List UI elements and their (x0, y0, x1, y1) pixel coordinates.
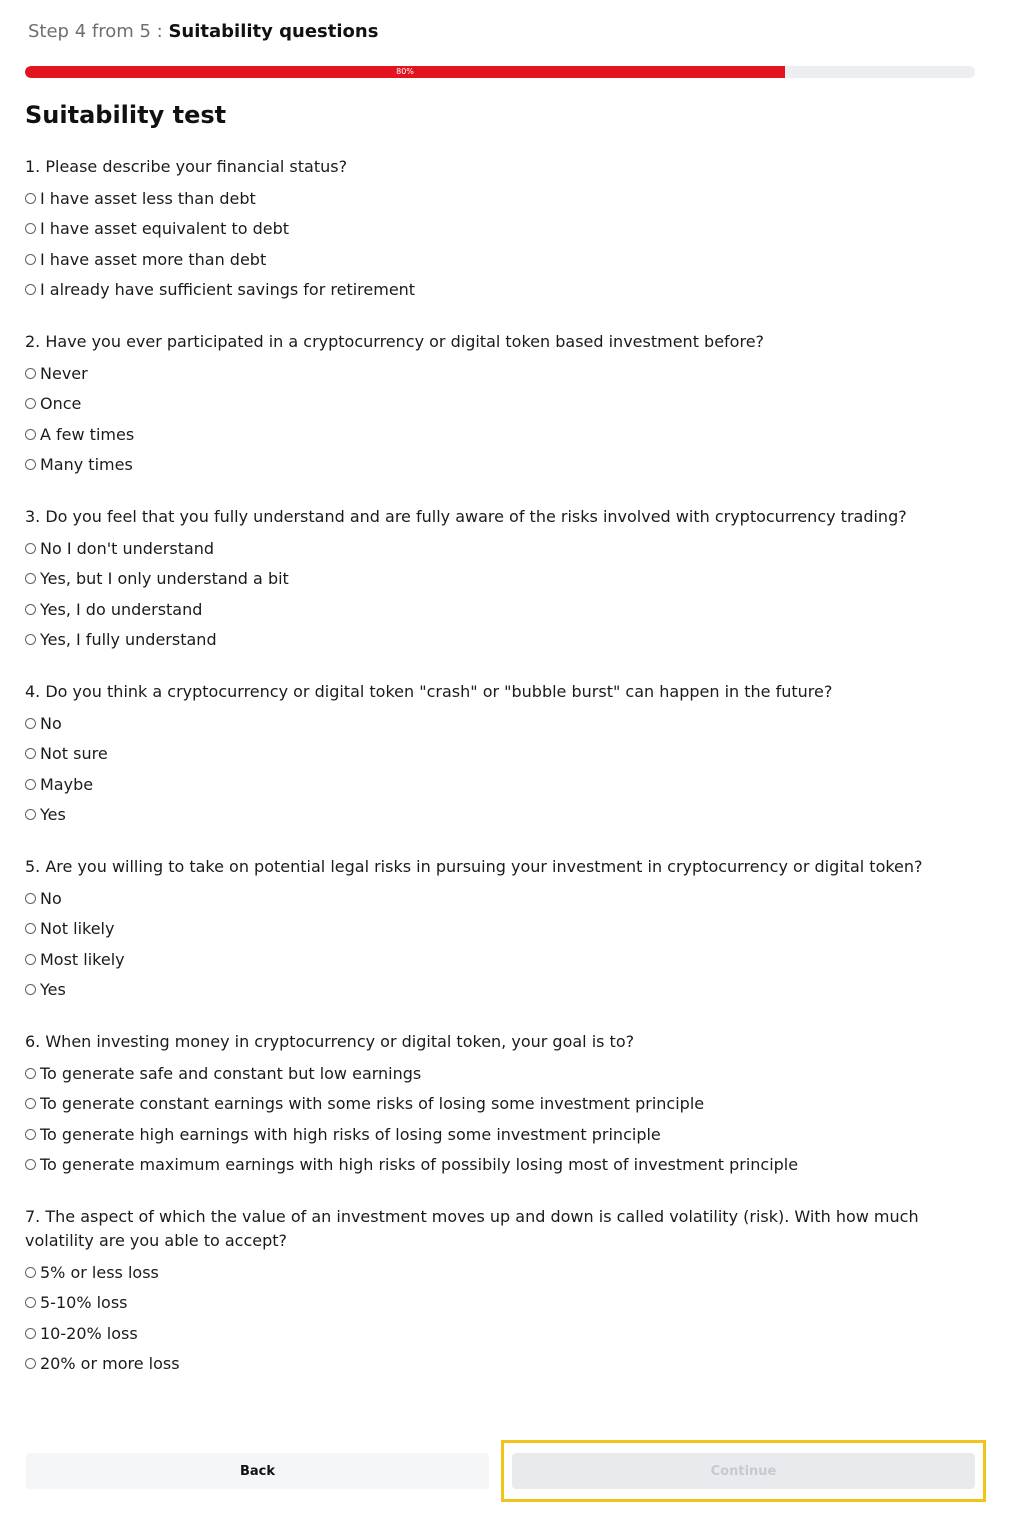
answer-option[interactable] (25, 1288, 955, 1319)
radio-button[interactable] (25, 718, 36, 729)
answer-option-label: I have asset equivalent to debt (40, 219, 290, 239)
answer-option[interactable] (25, 450, 955, 481)
question-6 (25, 1030, 955, 1180)
answer-option[interactable] (25, 625, 955, 656)
answer-option[interactable] (25, 1150, 955, 1181)
answer-option-label: I have asset more than debt (40, 249, 267, 269)
radio-button[interactable] (25, 223, 36, 234)
radio-button[interactable] (25, 984, 36, 995)
answer-option[interactable] (25, 1318, 955, 1349)
answer-option[interactable] (25, 419, 955, 450)
question-text: 2. Have you ever participated in a cryptocurrency or digital token based investment before? (25, 332, 765, 351)
answer-option-label: To generate constant earnings with some risks of losing some investment principle (40, 1094, 705, 1114)
answer-option[interactable] (25, 883, 955, 914)
answer-option[interactable] (25, 914, 955, 945)
radio-button[interactable] (25, 398, 36, 409)
answer-option[interactable] (25, 975, 955, 1006)
answer-option[interactable] (25, 244, 955, 275)
answer-option-label: A few times (40, 424, 135, 444)
answer-option-label: Yes, I fully understand (40, 630, 217, 650)
answer-option[interactable] (25, 1257, 955, 1288)
answer-option[interactable] (25, 214, 955, 245)
step-title: Suitability questions (168, 21, 379, 42)
continue-button[interactable]: Continue (512, 1453, 975, 1489)
answer-option[interactable] (25, 1089, 955, 1120)
answer-option[interactable] (25, 389, 955, 420)
progress-bar-fill (25, 66, 785, 78)
radio-button[interactable] (25, 193, 36, 204)
question-list (25, 155, 955, 1404)
answer-option-label: 10-20% loss (40, 1323, 138, 1343)
question-7 (25, 1205, 955, 1379)
radio-button[interactable] (25, 429, 36, 440)
radio-button[interactable] (25, 368, 36, 379)
question-text: 4. Do you think a cryptocurrency or digital token "crash" or "bubble burst" can happen in the future? (25, 682, 833, 701)
question-text: 7. The aspect of which the value of an investment moves up and down is called volatility (risk). With how much volatility are you able to accept? (25, 1207, 919, 1250)
radio-button[interactable] (25, 923, 36, 934)
answer-option-label: Not likely (40, 919, 115, 939)
answer-option-label: 5% or less loss (40, 1262, 159, 1282)
answer-option-label: Yes (40, 805, 66, 825)
answer-option[interactable] (25, 1058, 955, 1089)
answer-option-label: Yes, I do understand (40, 599, 203, 619)
radio-button[interactable] (25, 748, 36, 759)
radio-button[interactable] (25, 604, 36, 615)
continue-button-highlight (501, 1440, 986, 1502)
answer-option[interactable] (25, 1349, 955, 1380)
radio-button[interactable] (25, 543, 36, 554)
answer-option-label: To generate high earnings with high risks of losing some investment principle (40, 1124, 661, 1144)
answer-option[interactable] (25, 183, 955, 214)
radio-button[interactable] (25, 1328, 36, 1339)
question-4 (25, 680, 955, 830)
answer-option-label: 5-10% loss (40, 1293, 128, 1313)
back-button[interactable]: Back (26, 1453, 489, 1489)
radio-button[interactable] (25, 1068, 36, 1079)
radio-button[interactable] (25, 1098, 36, 1109)
form-footer (25, 1450, 980, 1494)
form-title: Suitability test (25, 101, 227, 129)
radio-button[interactable] (25, 809, 36, 820)
question-3 (25, 505, 955, 655)
answer-option[interactable] (25, 1119, 955, 1150)
answer-option-label: Many times (40, 455, 133, 475)
answer-option-label: No (40, 713, 62, 733)
answer-option-label: I have asset less than debt (40, 188, 256, 208)
radio-button[interactable] (25, 1358, 36, 1369)
answer-option-label: To generate safe and constant but low earnings (40, 1063, 422, 1083)
answer-option-label: Yes (40, 980, 66, 1000)
answer-option-label: No (40, 888, 62, 908)
radio-button[interactable] (25, 634, 36, 645)
radio-button[interactable] (25, 1297, 36, 1308)
answer-option-label: I already have sufficient savings for retirement (40, 280, 416, 300)
radio-button[interactable] (25, 1129, 36, 1140)
progress-label: 80% (396, 67, 414, 76)
radio-button[interactable] (25, 779, 36, 790)
answer-option[interactable] (25, 358, 955, 389)
answer-option[interactable] (25, 533, 955, 564)
question-5 (25, 855, 955, 1005)
question-text: 6. When investing money in cryptocurrency or digital token, your goal is to? (25, 1032, 635, 1051)
answer-option-label: Not sure (40, 744, 108, 764)
progress-bar (25, 66, 975, 78)
question-text: 5. Are you willing to take on potential legal risks in pursuing your investment in cryptocurrency or digital token? (25, 857, 923, 876)
answer-option-label: Maybe (40, 774, 94, 794)
question-1 (25, 155, 955, 305)
radio-button[interactable] (25, 284, 36, 295)
answer-option-label: No I don't understand (40, 538, 215, 558)
answer-option-label: Never (40, 363, 88, 383)
radio-button[interactable] (25, 254, 36, 265)
radio-button[interactable] (25, 893, 36, 904)
step-header (28, 20, 378, 44)
question-text: 1. Please describe your financial status? (25, 157, 348, 176)
radio-button[interactable] (25, 954, 36, 965)
answer-option-label: To generate maximum earnings with high risks of possibily losing most of investment principle (40, 1155, 799, 1175)
answer-option[interactable] (25, 800, 955, 831)
radio-button[interactable] (25, 459, 36, 470)
answer-option-label: 20% or more loss (40, 1354, 180, 1374)
radio-button[interactable] (25, 1159, 36, 1170)
question-text: 3. Do you feel that you fully understand and are fully aware of the risks involved with cryptocurrency trading? (25, 507, 907, 526)
answer-option[interactable] (25, 594, 955, 625)
answer-option-label: Yes, but I only understand a bit (40, 569, 289, 589)
answer-option[interactable] (25, 769, 955, 800)
answer-option[interactable] (25, 708, 955, 739)
question-2 (25, 330, 955, 480)
answer-option[interactable] (25, 564, 955, 595)
answer-option-label: Most likely (40, 949, 125, 969)
answer-option[interactable] (25, 944, 955, 975)
step-indicator: Step 4 from 5 : (28, 21, 169, 42)
answer-option[interactable] (25, 739, 955, 770)
answer-option-label: Once (40, 394, 82, 414)
radio-button[interactable] (25, 573, 36, 584)
answer-option[interactable] (25, 275, 955, 306)
radio-button[interactable] (25, 1267, 36, 1278)
